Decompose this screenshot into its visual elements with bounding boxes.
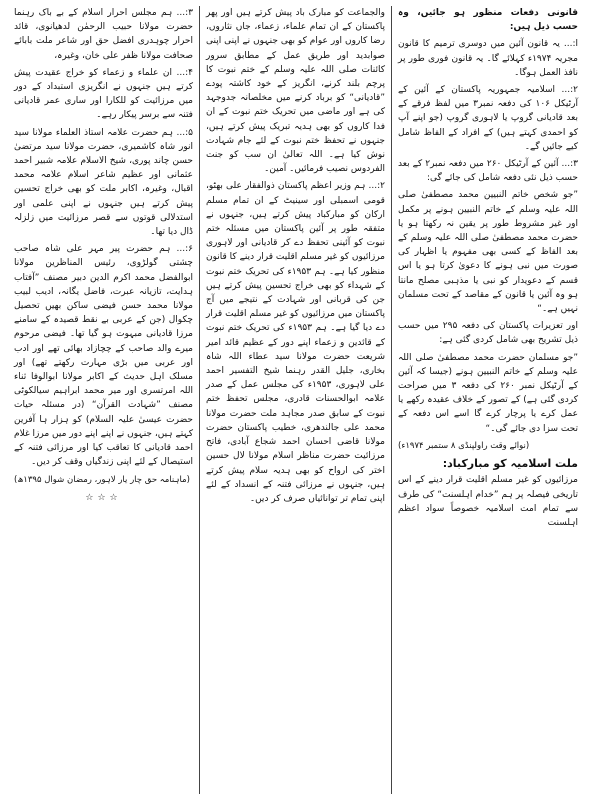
paragraph: ۵:... ہم حضرت علامہ استاذ العلماء مولانا سید انور شاہ کاشمیری، حضرت مولانا سید مرتضیٰ حسن چاند پوری، شیخ الاسلام علامہ شبیر احمد عثمانی اور عظیم شاعر اسلام علامہ محمد اقبال، وغیرہ، اکابر ملت کو بھی خراج تحسین پیش کرتے ہیں جنہوں نے اپنی علمی اور استدلالی قوتوں سے قصر مرزائیت میں زلزلہ ڈال دیا تھا۔ (14, 127, 193, 238)
paragraph: ا:... یہ قانون آئین میں دوسری ترمیم کا قانون مجریہ ۱۹۷۴ء کہلائے گا۔ یہ قانون فوری طور پر نافذ العمل ہوگا۔ (398, 39, 578, 78)
column-right (392, 6, 584, 794)
column-middle (200, 6, 392, 794)
source-citation: (نوائے وقت راولپنڈی ۸ ستمبر ۱۹۷۴ء) (398, 440, 530, 451)
paragraph: ”جو شخص خاتم النبیین محمد مصطفیٰ صلی اللہ علیہ وسلم کے خاتم النبیین ہونے پر مکمل اور غیر مشروط طور پر یقین نہ رکھتا ہو یا حضرت محمد مصطفیٰ صلی اللہ علیہ وسلم کے بعد الفاظ کے کسی بھی مفہوم یا اظہار کی صورت میں نبی ہونے کا دعویٰ کرتا ہو یا اس قسم کے دعویدار کو نبی یا مذہبی مصلح مانتا ہو وہ آئین یا قانون کے مقاصد کے تحت مسلمان نہیں ہے۔“ (398, 190, 578, 315)
newspaper-page (6, 6, 584, 794)
paragraph: ۲:... اسلامیہ جمہوریہ پاکستان کے آئین کے آرٹیکل ۱۰۶ کی دفعہ نمبر۳ میں لفظ فرقے کے بعد قادیانی گروپ یا لاہوری گروپ (جو اپنے آپ کو احمدی کہتے ہیں) کے افراد کے الفاظ شامل کیے جائیں گے۔ (398, 85, 578, 152)
star-divider: ☆☆☆ (85, 492, 122, 503)
source-citation: (ماہنامہ حق چار یار لاہور، رمضان شوال ۱۳۹۵ھ) (14, 474, 190, 485)
section-heading: ملت اسلامیہ کو مبارکباد: (442, 457, 578, 471)
paragraph: قانونی دفعات منظور ہو جائیں، وہ حسب ذیل ہیں: (398, 8, 578, 33)
paragraph: اور تعزیرات پاکستان کی دفعہ ۲۹۵ میں حسب ذیل تشریح بھی شامل کردی گئی ہے: (398, 321, 578, 346)
paragraph: مرزائیوں کو غیر مسلم اقلیت قرار دینے کے اس تاریخی فیصلہ پر ہم ”خدام اہلسنت“ کی طرف سے تمام امت اسلامیہ خصوصاً سواد اعظم اہلسنت (398, 475, 578, 528)
paragraph: ”جو مسلمان حضرت محمد مصطفیٰ صلی اللہ علیہ وسلم کے خاتم النبیین ہونے (جیسا کہ آئین کے آرٹیکل نمبر ۲۶۰ کی دفعہ ۳ میں صراحت کردی گئی ہے) کے تصور کے خلاف عقیدہ رکھے یا عمل کرے یا پرچار کرے گا اسے اس دفعہ کے تحت سزا دی جائے گی۔“ (398, 352, 578, 434)
paragraph: ۴:... ان علماء و زعماء کو خراج عقیدت پیش کرتے ہیں جنہوں نے انگریزی استبداد کے دور میں مرزائیت کو للکارا اور ساری عمر قادیانی فتنہ سے برسر پیکار رہے۔ (14, 67, 193, 121)
paragraph: ۲:... ہم وزیر اعظم پاکستان ذوالفقار علی بھٹو، قومی اسمبلی اور سینیٹ کے ان تمام مسلم ارکان کو مبارکباد پیش کرتے ہیں، جنہوں نے متفقہ طور پر آئین پاکستان میں مسئلہ ختم نبوت کو آئینی تحفظ دے کر قادیانی اور لاہوری مرزائیوں کو غیر مسلم اقلیت قرار دینے کا قانون منظور کیا ہے۔ ہم ۱۹۵۳ء کی تحریک ختم نبوت کے شہداء کو بھی خراج تحسین پیش کرتے ہیں جن کی قربانی اور شہادت کے نتیجے میں آج پاکستان میں مرزائیوں کو غیر مسلم اقلیت قرار دے دیا گیا ہے۔ ہم ۱۹۵۳ء کی تحریک ختم نبوت کے قائدین و زعماء اپنے دور کے عظیم قائد امیر شریعت حضرت مولانا سید عطاء اللہ شاہ بخاری، جلیل القدر رہنما شیخ التفسیر احمد علی لاہوری، ۱۹۵۳ء کی مجلس عمل کے صدر علامہ ابوالحسنات قادری، مجلس تحفظ ختم نبوت کے سابق صدر مجاہد ملت حضرت مولانا محمد علی جالندھری، خطیب پاکستان حضرت مولانا قاضی احسان احمد شجاع آبادی، فاتح مرزائیت حضرت مناظر اسلام مولانا لال حسین اختر کی ارواح کو بھی ہدیہ سلام پیش کرتے ہیں، جنہوں نے مرزائی فتنہ کے انسداد کے لئے اپنی تمام تر توانائیاں صرف کر دیں۔ (206, 181, 385, 504)
paragraph: ۳:... آئین کے آرٹیکل ۲۶۰ میں دفعہ نمبر۲ کے بعد حسب ذیل نئی دفعہ شامل کی جائے گی: (398, 159, 579, 184)
paragraph: ۳:... ہم مجلس احرار اسلام کے بے باک رہنما حضرت مولانا حبیب الرحمٰن لدھیانوی، قائد احرار چوہدری افضل حق اور شاعر ملت بابائے صحافت مولانا ظفر علی خان، وغیرہ، (14, 8, 193, 61)
paragraph: ۶:... ہم حضرت پیر مہر علی شاہ صاحب چشتی گولڑوی، رئیس المناظرین مولانا ابوالفضل محمد اکرم الدین دبیر مصنف ”آفتاب ہدایت، تازیانہ عبرت، فاضل یگانہ، ادیب لبیب مولانا محمد حسن فیضی ساکن بھیں تحصیل چکوال (جن کے عربی بے نقط قصیدہ کے سامنے مرزا قادیانی مبہوت ہو گیا تھا۔ فیضی مرحوم میرے والد صاحب کے چچازاد بھائی تھے اور ادب اور عربی میں بڑی مہارت رکھتے تھے) اور مسلک اہل حدیث کے اکابر مولانا ابوالوفا ثناء اللہ امرتسری اور میر محمد ابراہیم سیالکوٹی مصنف ”شہادت القرآن“ (در مسئلہ حیات حضرت عیسیٰ علیہ السلام) کو ہزار ہا آفرین کہتے ہیں، جنہوں نے اپنے اپنے دور میں مرزا غلام احمد قادیانی کا تعاقب کیا اور مرزائی فتنہ کے استیصال کے لئے اپنی زندگیاں وقف کر دیں۔ (14, 244, 193, 468)
paragraph: والجماعت کو مبارک باد پیش کرتے ہیں اور پھر پاکستان کے ان تمام علماء، زعماء، جاں نثاروں، رضا کاروں اور عوام کو بھی جنہوں نے اپنی اپنی صوابدید اور طریق عمل کے مطابق سرور کائنات صلی اللہ علیہ وسلم کے ختم نبوت کا پرچم بلند کرنے، انگریز کے خود کاشتہ پودے ”قادیانی“ کو برباد کرنے میں مخلصانہ جدوجہد کی ہے اور ماضی میں تحریک ختم نبوت کے ان فدا کاروں کو بھی ہدیہ تبریک پیش کرتے ہیں، جنہوں نے تحفظ ختم نبوت کے لئے جام شہادت نوش کیا ہے۔ اللہ تعالیٰ ان سب کو جنت الفردوس نصیب فرمائیں۔ آمین۔ (206, 8, 385, 175)
column-left (8, 6, 200, 794)
